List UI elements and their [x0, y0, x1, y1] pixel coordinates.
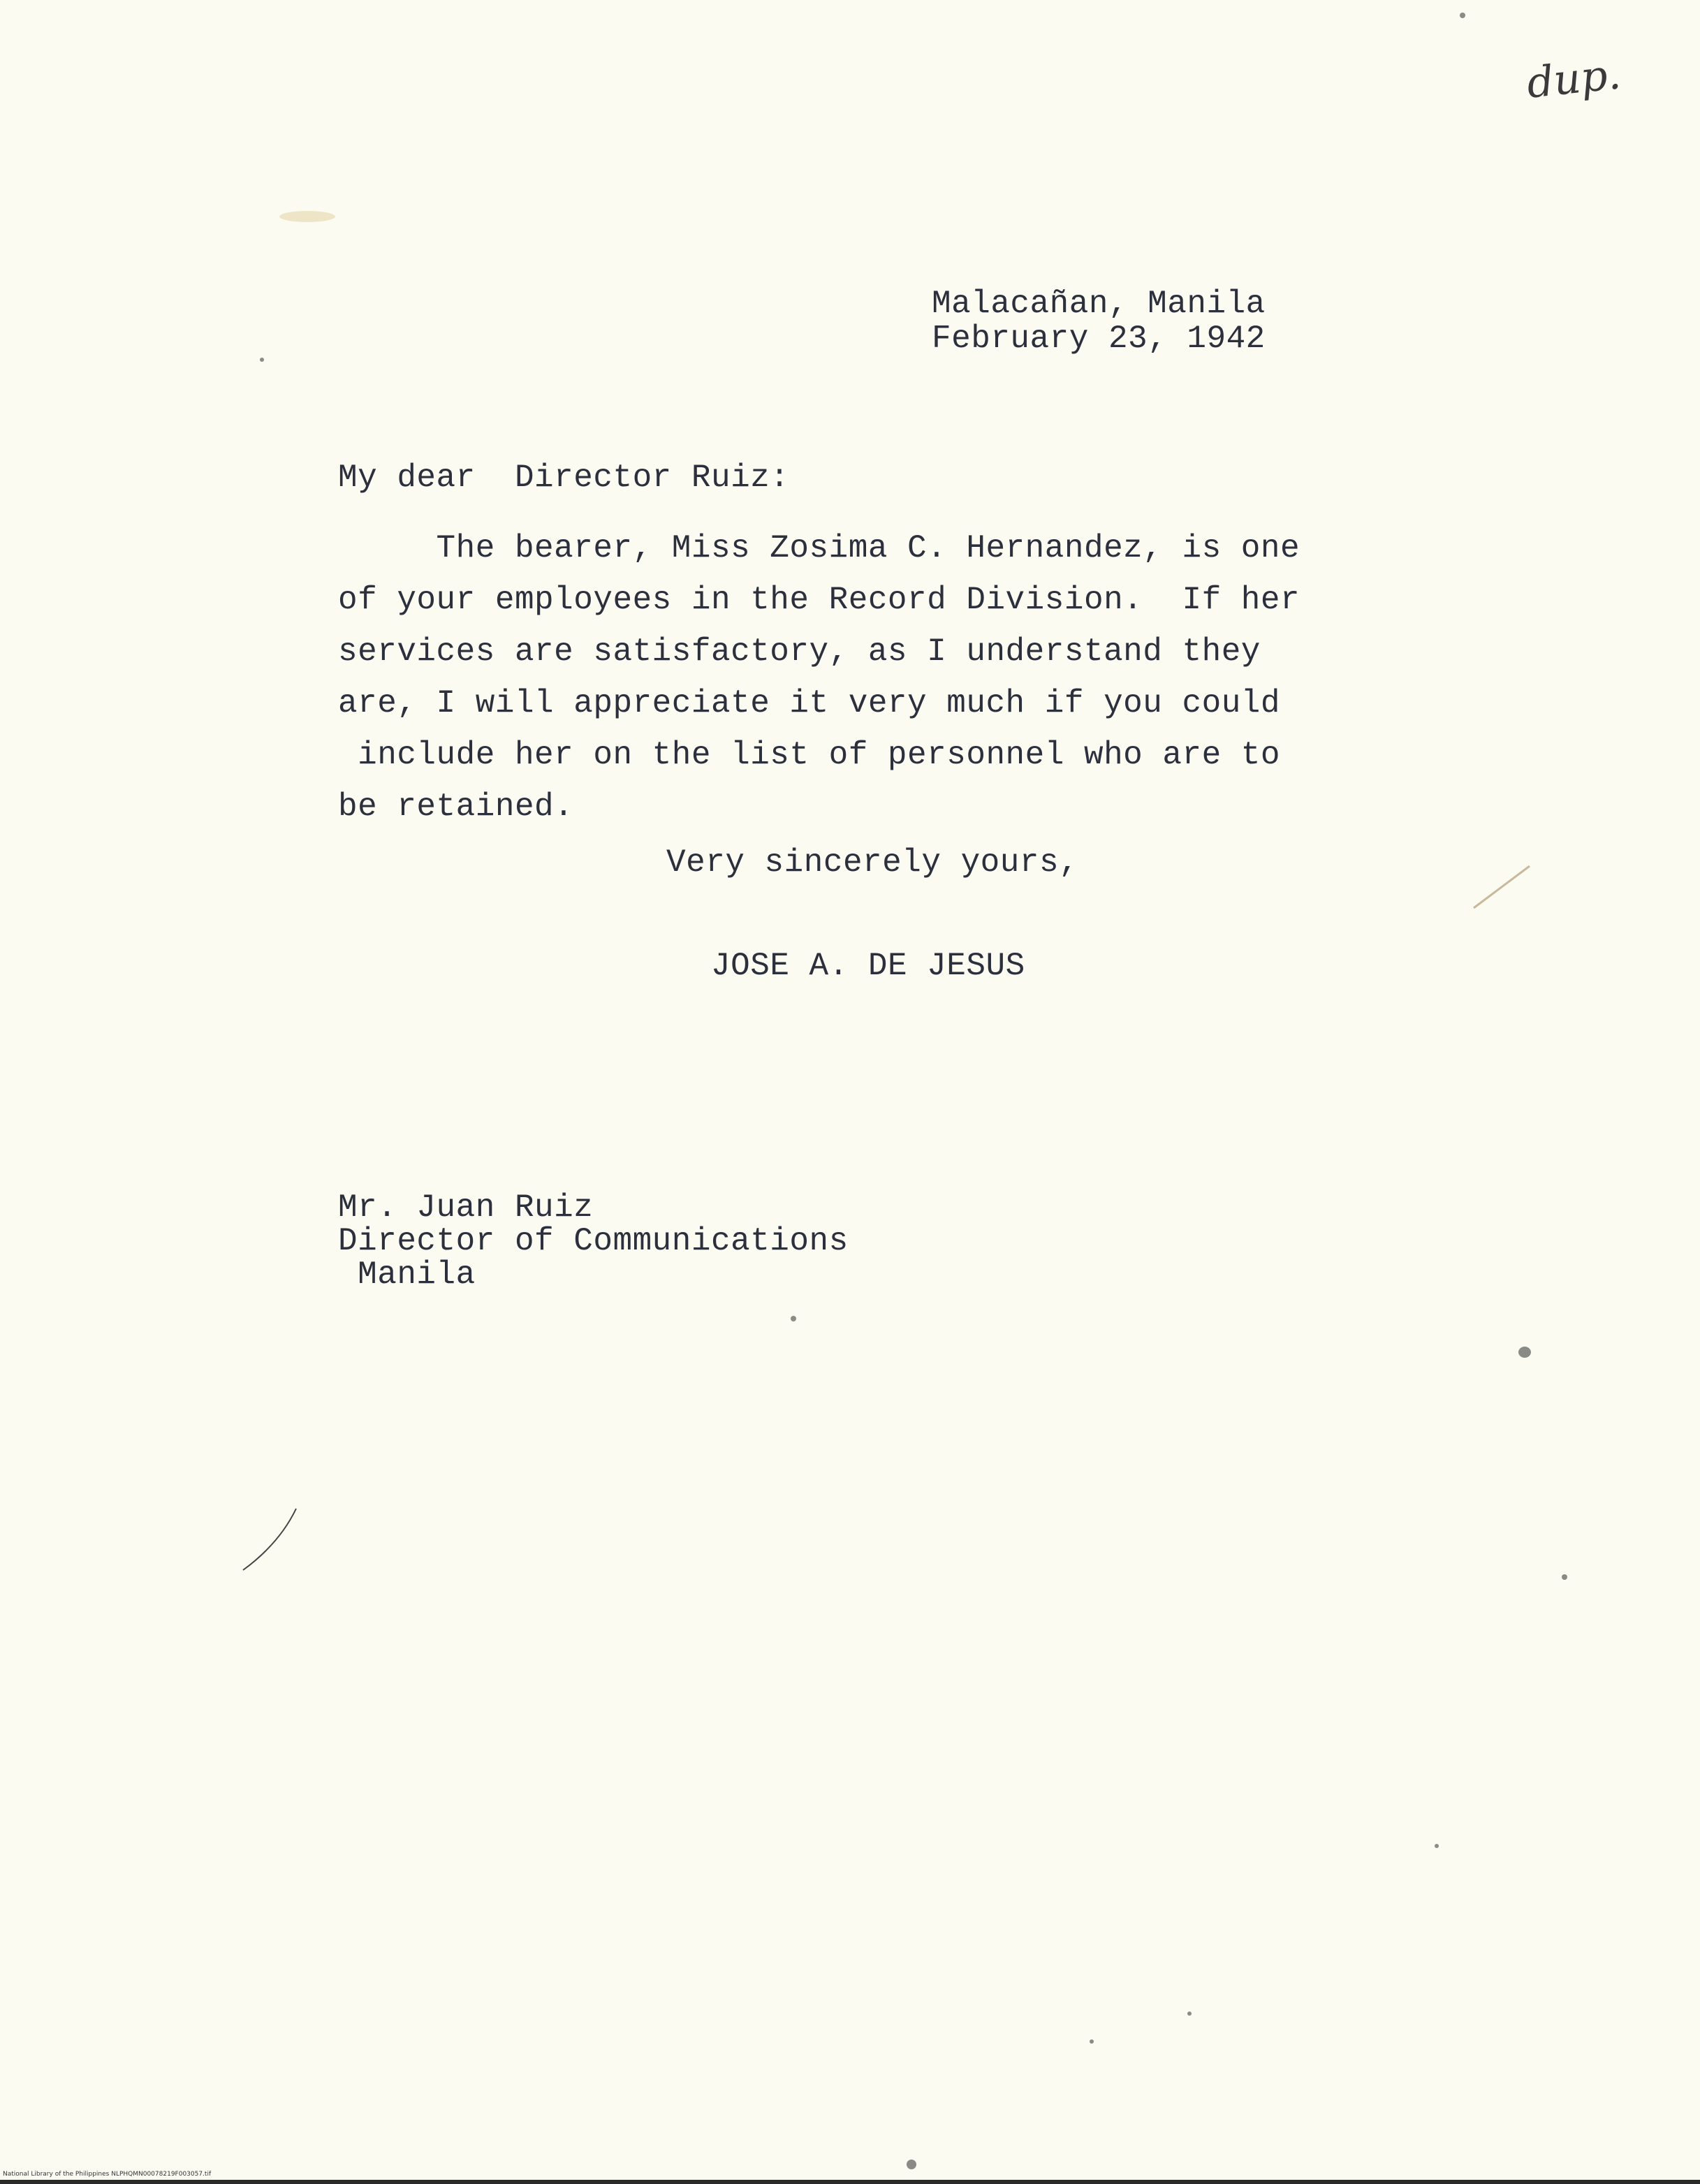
salutation: My dear Director Ruiz: [338, 460, 790, 496]
body-line: The bearer, Miss Zosima C. Hernandez, is one [338, 530, 1300, 566]
addressee-title: Director of Communications [338, 1223, 849, 1259]
place-line: Malacañan, Manila [932, 286, 1266, 322]
signatory-name: JOSE A. DE JESUS [711, 948, 1025, 984]
body-line: of your employees in the Record Division. If her [338, 582, 1300, 618]
body-line: be retained. [338, 789, 574, 825]
archive-footer-text: National Library of the Philippines NLPHQMN00078219F003057.tif [3, 2171, 212, 2178]
addressee-name: Mr. Juan Ruiz [338, 1189, 594, 1226]
body-line: services are satisfactory, as I understand they [338, 633, 1261, 670]
date-line: February 23, 1942 [932, 321, 1266, 357]
closing: Very sincerely yours, [666, 844, 1079, 881]
body-line: include her on the list of personnel who are to [338, 737, 1281, 773]
handwritten-note: dup. [1524, 50, 1623, 108]
scan-bottom-edge [0, 2180, 1700, 2184]
body-line: are, I will appreciate it very much if you could [338, 685, 1281, 721]
addressee-city: Manila [338, 1256, 476, 1293]
